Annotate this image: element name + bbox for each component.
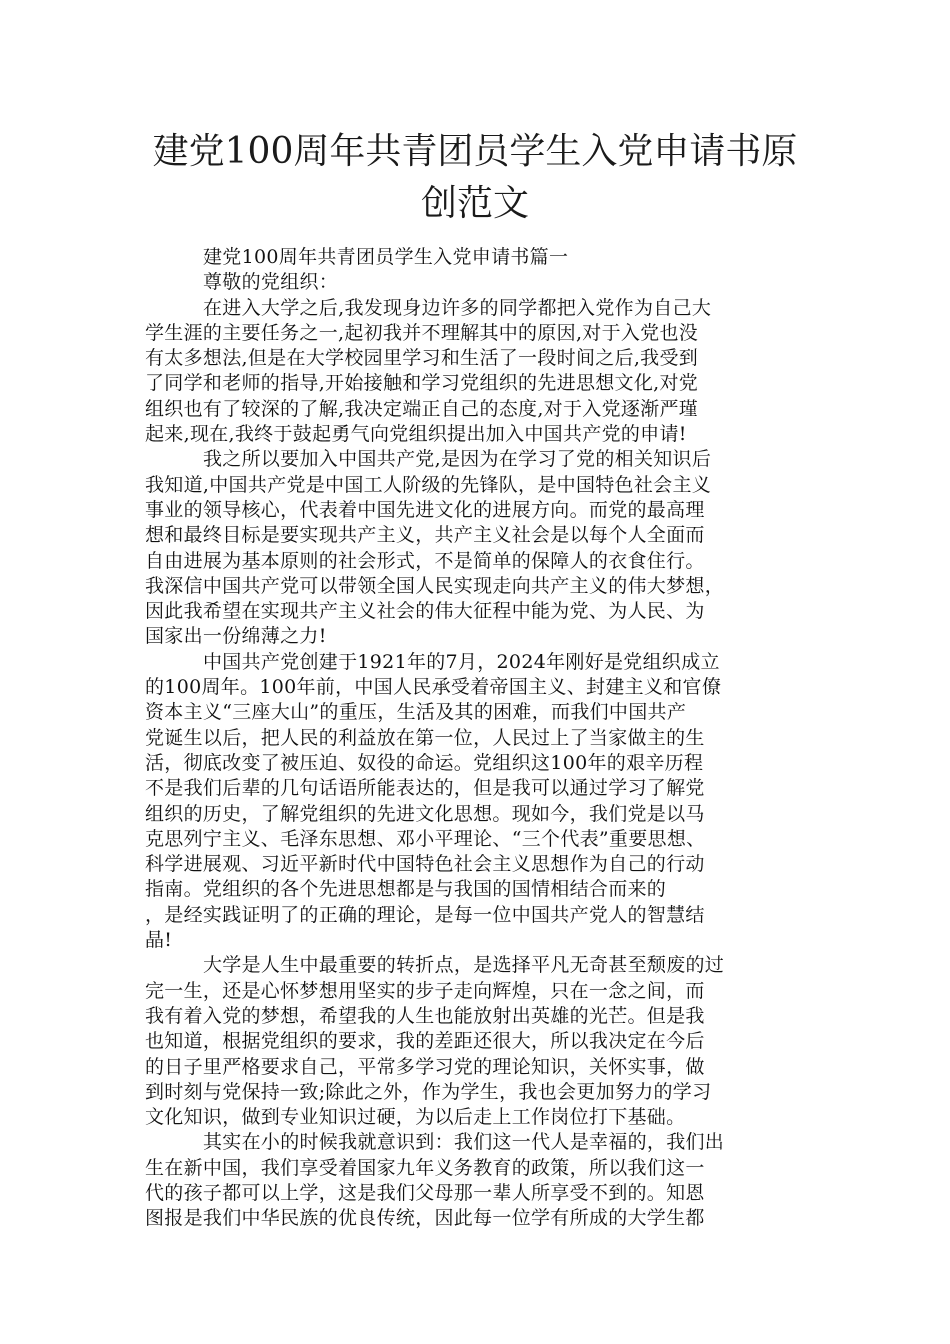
paragraph-3-line: 党诞生以后，把人民的利益放在第一位，人民过上了当家做主的生 bbox=[145, 726, 705, 749]
paragraph-4-line: 完一生，还是心怀梦想用坚实的步子走向辉煌，只在一念之间，而 bbox=[145, 979, 705, 1002]
paragraph-3-line: 克思列宁主义、毛泽东思想、邓小平理论、“三个代表”重要思想、 bbox=[145, 827, 706, 850]
paragraph-4-line: 我有着入党的梦想，希望我的人生也能放射出英雄的光芒。但是我 bbox=[145, 1004, 705, 1027]
paragraph-3-line: 活，彻底改变了被压迫、奴役的命运。党组织这100年的艰辛历程 bbox=[145, 751, 704, 774]
paragraph-2-line: 因此我希望在实现共产主义社会的伟大征程中能为党、为人民、为 bbox=[145, 600, 705, 623]
paragraph-3-line: ，是经实践证明了的正确的理论，是每一位中国共产党人的智慧结 bbox=[145, 903, 705, 926]
paragraph-2-line: 我之所以要加入中国共产党,是因为在学习了党的相关知识后 bbox=[203, 448, 712, 471]
paragraph-2-line: 自由进展为基本原则的社会形式，不是简单的保障人的衣食住行。 bbox=[145, 549, 705, 572]
paragraph-4-line: 到时刻与党保持一致;除此之外，作为学生，我也会更加努力的学习 bbox=[145, 1080, 712, 1103]
paragraph-4-line: 的日子里严格要求自己，平常多学习党的理论知识，关怀实事，做 bbox=[145, 1055, 705, 1078]
paragraph-1-line: 有太多想法,但是在大学校园里学习和生活了一段时间之后,我受到 bbox=[145, 347, 699, 370]
paragraph-5-line: 图报是我们中华民族的优良传统，因此每一位学有所成的大学生都 bbox=[145, 1207, 705, 1230]
document-body bbox=[145, 245, 809, 1232]
paragraph-3-line: 资本主义“三座大山”的重压，生活及其的困难，而我们中国共产 bbox=[145, 701, 687, 724]
paragraph-list bbox=[145, 296, 809, 1232]
paragraph-2-line: 我知道,中国共产党是中国工人阶级的先锋队，是中国特色社会主义 bbox=[145, 473, 712, 496]
paragraph-2-line: 事业的领导核心，代表着中国先进文化的进展方向。而党的最高理 bbox=[145, 498, 705, 521]
paragraph-2-line: 国家出一份绵薄之力! bbox=[145, 625, 327, 648]
document-title bbox=[140, 126, 810, 230]
paragraph-1-line: 在进入大学之后,我发现身边许多的同学都把入党作为自己大 bbox=[203, 296, 712, 319]
section-heading: 建党100周年共青团员学生入党申请书篇一 bbox=[203, 246, 569, 268]
paragraph-3-line: 的100周年。100年前，中国人民承受着帝国主义、封建主义和官僚 bbox=[145, 676, 722, 699]
paragraph-5-line: 其实在小的时候我就意识到：我们这一代人是幸福的，我们出 bbox=[203, 1131, 725, 1154]
paragraph-1-line: 学生涯的主要任务之一,起初我并不理解其中的原因,对于入党也没 bbox=[145, 321, 699, 344]
paragraph-3-line: 指南。党组织的各个先进思想都是与我国的国情相结合而来的 bbox=[145, 878, 667, 901]
paragraph-5-line: 代的孩子都可以上学，这是我们父母那一辈人所享受不到的。知恩 bbox=[145, 1181, 705, 1204]
paragraph-4-line: 文化知识，做到专业知识过硬，为以后走上工作岗位打下基础。 bbox=[145, 1106, 686, 1129]
paragraph-3-line: 中国共产党创建于1921年的7月，2024年刚好是党组织成立 bbox=[203, 650, 720, 673]
paragraph-3-line: 组织的历史，了解党组织的先进文化思想。现如今，我们党是以马 bbox=[145, 802, 705, 825]
paragraph-1-line: 组织也有了较深的了解,我决定端正自己的态度,对于入党逐渐严瑾 bbox=[145, 397, 699, 420]
paragraph-1-line: 了同学和老师的指导,开始接触和学习党组织的先进思想文化,对党 bbox=[145, 372, 699, 395]
paragraph-5-line: 生在新中国，我们享受着国家九年义务教育的政策，所以我们这一 bbox=[145, 1156, 705, 1179]
paragraph-4-line: 大学是人生中最重要的转折点，是选择平凡无奇甚至颓废的过 bbox=[203, 954, 725, 977]
paragraph-1-line: 起来,现在,我终于鼓起勇气向党组织提出加入中国共产党的申请! bbox=[145, 423, 687, 446]
paragraph-4-line: 也知道，根据党组织的要求，我的差距还很大，所以我决定在今后 bbox=[145, 1030, 705, 1053]
title-line-1: 建党100周年共青团员学生入党申请书原 bbox=[152, 131, 798, 172]
title-line-2: 创范文 bbox=[420, 183, 529, 224]
paragraph-3-line: 科学进展观、习近平新时代中国特色社会主义思想作为自己的行动 bbox=[145, 853, 705, 876]
paragraph-2-line: 我深信中国共产党可以带领全国人民实现走向共产主义的伟大梦想， bbox=[145, 574, 725, 597]
paragraph-2-line: 想和最终目标是要实现共产主义，共产主义社会是以每个人全面而 bbox=[145, 524, 705, 547]
paragraph-3-line: 晶! bbox=[145, 929, 173, 952]
salutation: 尊敬的党组织： bbox=[203, 271, 339, 294]
paragraph-3-line: 不是我们后辈的几句话语所能表达的，但是我可以通过学习了解党 bbox=[145, 777, 705, 800]
